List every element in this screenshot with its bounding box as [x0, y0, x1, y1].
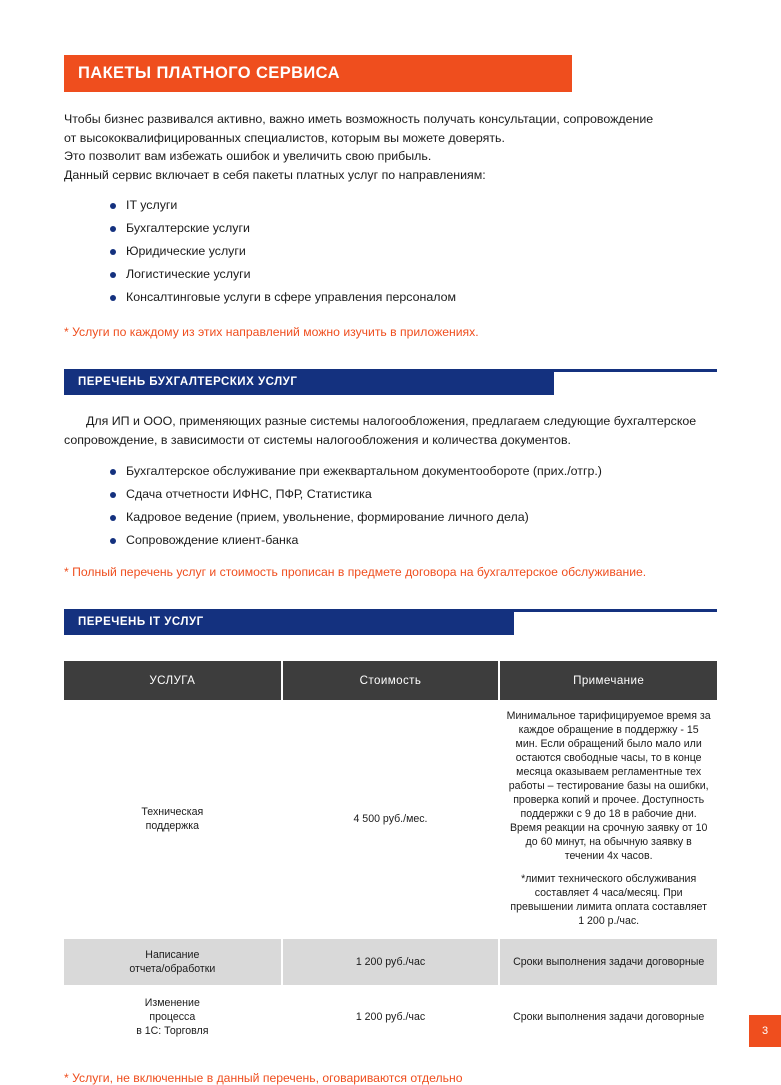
cell-price: 4 500 руб./мес. [282, 700, 500, 938]
list-item: Логистические услуги [110, 263, 717, 286]
column-header-note: Примечание [499, 661, 717, 700]
cell-note-main: Минимальное тарифицируемое время за каждое обращение в поддержку - 15 мин. Если обращений было мало или остаются свободные часы, то в конце месяца оказываем регламентные тех работы – тестирование базы на ошибки, проверка копий и прочее. Доступность поддержки с 9 до 18 в рабочие дни. Время реакции на срочную заявку от 10 до 60 минут, на обычную заявку в течении 4х часов. [506, 710, 711, 862]
table-row [64, 986, 717, 1048]
list-item: Юридические услуги [110, 240, 717, 263]
column-header-price: Стоимость [282, 661, 500, 700]
accounting-paragraph-line-1: Для ИП и ООО, применяющих разные системы налогообложения, предлагаем следующие бухгалтерское [86, 414, 697, 428]
list-item: Сдача отчетности ИФНС, ПФР, Статистика [110, 483, 717, 506]
cell-note [499, 700, 717, 938]
list-item: Кадровое ведение (прием, увольнение, формирование личного дела) [110, 506, 717, 529]
section-title-accounting: ПЕРЕЧЕНЬ БУХГАЛТЕРСКИХ УСЛУГ [64, 369, 554, 395]
cell-service: Изменение процесса в 1С: Торговля [64, 986, 282, 1048]
paid-service-note: * Услуги по каждому из этих направлений можно изучить в приложениях. [64, 325, 479, 339]
it-note: * Услуги, не включенные в данный перечень, оговариваются отдельно [64, 1071, 463, 1085]
page-number: 3 [749, 1015, 781, 1047]
accounting-paragraph [64, 412, 717, 450]
cell-note-sub: *лимит технического обслуживания составляет 4 часа/месяц. При превышении лимита оплата составляет 1 200 р./час. [510, 873, 707, 927]
section-header-accounting [64, 369, 717, 395]
accounting-bullet-list [64, 460, 717, 552]
table-row [64, 938, 717, 986]
accounting-note: * Полный перечень услуг и стоимость прописан в предмете договора на бухгалтерское обслуживание. [64, 565, 647, 579]
document-page [0, 55, 781, 1085]
cell-price: 1 200 руб./час [282, 986, 500, 1048]
intro-line-1: Чтобы бизнес развивался активно, важно иметь возможность получать консультации, сопровождение [64, 112, 654, 126]
table-row [64, 700, 717, 938]
cell-note: Сроки выполнения задачи договорные [499, 938, 717, 986]
section-header-it [64, 609, 717, 635]
list-item: Консалтинговые услуги в сфере управления персоналом [110, 286, 717, 309]
section-title-it: ПЕРЕЧЕНЬ IT УСЛУГ [64, 609, 514, 635]
it-services-table [64, 661, 717, 1049]
cell-service: Техническая поддержка [64, 700, 282, 938]
cell-note: Сроки выполнения задачи договорные [499, 986, 717, 1048]
column-header-service: УСЛУГА [64, 661, 282, 700]
intro-line-3: Это позволит вам избежать ошибок и увеличить свою прибыль. [64, 149, 432, 163]
intro-line-2: от высококвалифицированных специалистов, которым вы можете доверять. [64, 130, 505, 145]
cell-price: 1 200 руб./час [282, 938, 500, 986]
paid-service-bullet-list [64, 194, 717, 309]
table-header-row [64, 661, 717, 700]
intro-line-4: Данный сервис включает в себя пакеты платных услуг по направлениям: [64, 167, 486, 182]
section-title-paid-service: ПАКЕТЫ ПЛАТНОГО СЕРВИСА [64, 55, 572, 92]
list-item: IT услуги [110, 194, 717, 217]
intro-paragraph [64, 110, 717, 184]
list-item: Сопровождение клиент-банка [110, 529, 717, 552]
list-item: Бухгалтерское обслуживание при ежеквартальном документообороте (прих./отгр.) [110, 460, 717, 483]
cell-service: Написание отчета/обработки [64, 938, 282, 986]
list-item: Бухгалтерские услуги [110, 217, 717, 240]
accounting-paragraph-line-2: сопровождение, в зависимости от системы налогообложения и количества документов. [64, 433, 571, 447]
